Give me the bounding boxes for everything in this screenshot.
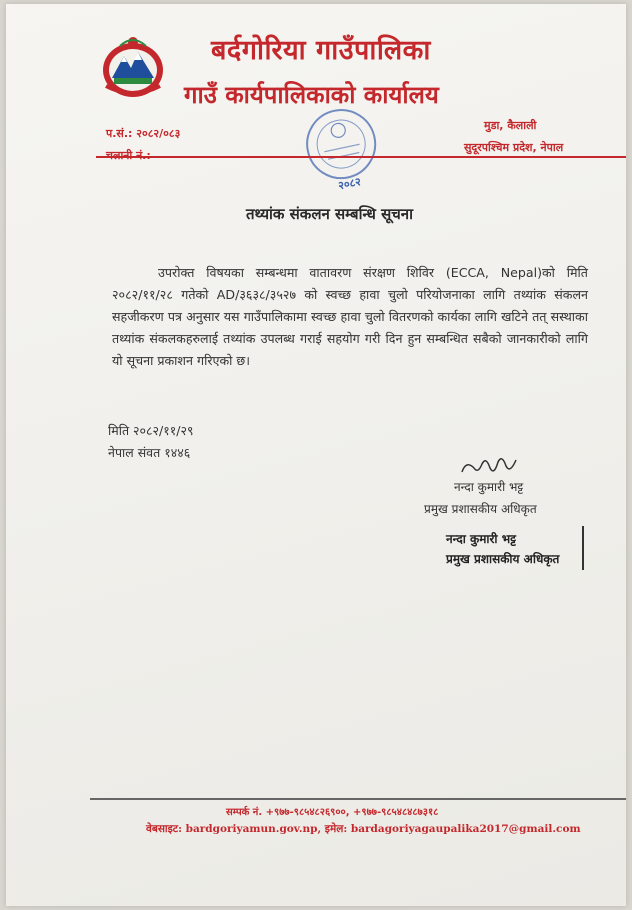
letter-sheet [6, 4, 626, 906]
org-name: बर्दगोरिया गाउँपालिका [211, 35, 431, 66]
seal-title: प्रमुख प्रशासकीय अधिकृत [446, 552, 560, 566]
signatory-name: नन्दा कुमारी भट्ट [454, 480, 524, 494]
footer-web-email: वेबसाइट: bardgoriyamun.gov.np, इमेल: bardagoriyagaupalika2017@gmail.com [146, 823, 581, 835]
stamp-year: २०८२ [337, 174, 363, 193]
nepal-emblem-icon [98, 34, 168, 100]
reference-number: प.सं.: २०८२/०८३ [106, 127, 181, 140]
address-line-2: सुदूरपश्चिम प्रदेश, नेपाल [464, 141, 564, 154]
office-stamp [286, 95, 398, 201]
signatory-title: प्रमुख प्रशासकीय अधिकृत [424, 502, 537, 516]
notice-date: मिति २०८२/११/२९ [108, 423, 194, 438]
handwritten-signature [458, 450, 528, 480]
footer-divider [90, 798, 626, 800]
notice-body: उपरोक्त विषयका सम्बन्धमा वातावरण संरक्षण शिविर (ECCA, Nepal)को मिति २०८२/११/२८ गतेको AD/३६३८/३५२७ को स्वच्छ हावा चुलो परियोजनाका लागि तथ्यांक संकलन सहजीकरण पत्र अनुसार यस गाउँपालिकामा स्वच्छ हावा चुलो वितरणको कार्यका लागि खटिने तत् सस्थाका तथ्यांक संकलकहरुलाई तथ्यांक उपलब्ध गराई सहयोग गरी दिन हुन सम्बन्धित सबैको जानकारीको लागि यो सूचना प्रकाशन गरिएको छ। [112, 265, 588, 368]
notice-title: तथ्यांक संकलन सम्बन्धि सूचना [246, 205, 413, 223]
office-name: गाउँ कार्यपालिकाको कार्यालय [184, 80, 439, 109]
footer-contact: सम्पर्क नं. +९७७-९८५४८२६९००, +९७७-९८५४८४८७३१८ [226, 807, 439, 818]
header-divider [96, 156, 626, 158]
seal-name: नन्दा कुमारी भट्ट [446, 532, 517, 546]
address-line-1: मुडा, कैलाली [484, 119, 537, 132]
nepal-samvat-date: नेपाल संवत १४४६ [108, 445, 191, 460]
